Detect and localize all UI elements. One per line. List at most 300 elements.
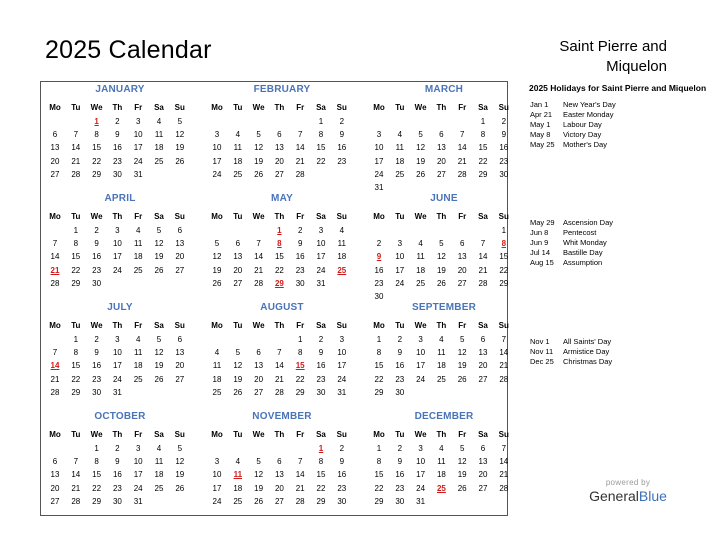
weekday-header: Tu: [233, 321, 243, 330]
day-cell: 8: [318, 457, 324, 467]
holiday-day-cell: 14: [50, 361, 60, 371]
weekday-header: Fr: [134, 212, 143, 221]
day-cell: 3: [135, 444, 141, 453]
weekday-header: We: [414, 103, 427, 112]
day-cell: 31: [133, 496, 143, 506]
day-cell: 7: [277, 348, 282, 358]
day-cell: 31: [133, 169, 143, 179]
weekday-header: Th: [436, 212, 447, 221]
day-cell: 14: [457, 143, 467, 153]
weekday-header: We: [414, 430, 427, 439]
day-cell: 19: [175, 470, 185, 480]
day-cell: 5: [177, 444, 183, 453]
day-cell: 6: [52, 130, 58, 140]
day-cell: 5: [459, 335, 465, 344]
day-cell: 14: [254, 252, 264, 262]
day-cell: 11: [134, 239, 143, 249]
day-cell: 4: [235, 130, 241, 140]
weekday-header: Th: [436, 103, 447, 112]
page-title: 2025 Calendar: [45, 36, 212, 64]
day-cell: 2: [115, 117, 120, 126]
holiday-date: Jun 8: [530, 228, 549, 237]
holiday-name: Whit Monday: [563, 238, 607, 247]
weekday-header: Fr: [296, 103, 305, 112]
weekday-header: We: [90, 430, 103, 439]
day-cell: 25: [395, 169, 405, 179]
day-cell: 7: [52, 239, 58, 249]
day-cell: 21: [71, 156, 81, 166]
day-cell: 5: [214, 239, 220, 249]
day-cell: 19: [436, 265, 446, 275]
day-cell: 31: [374, 183, 384, 192]
brand-logo[interactable]: [583, 478, 673, 504]
holiday-entry: [530, 347, 609, 357]
holiday-name: Victory Day: [563, 130, 602, 139]
day-cell: 28: [71, 169, 81, 179]
day-cell: 15: [71, 252, 81, 262]
day-cell: 31: [316, 278, 326, 288]
day-cell: 27: [274, 169, 284, 179]
day-cell: 4: [397, 130, 403, 140]
month-name: MAY: [271, 193, 293, 204]
weekday-header: Sa: [316, 321, 326, 330]
holiday-name: Pentecost: [563, 228, 597, 237]
day-cell: 2: [339, 444, 345, 453]
day-cell: 5: [177, 117, 183, 126]
day-cell: 18: [436, 470, 446, 480]
holiday-entry: [530, 228, 596, 238]
day-cell: 12: [254, 143, 264, 153]
day-cell: 17: [112, 252, 122, 262]
day-cell: 5: [156, 226, 162, 235]
day-cell: 26: [233, 387, 243, 397]
day-cell: 18: [154, 470, 164, 480]
day-cell: 2: [318, 335, 324, 344]
weekday-header: Tu: [233, 430, 243, 439]
holiday-entry: [530, 218, 613, 228]
weekday-header: Fr: [296, 212, 305, 221]
holiday-date: Aug 15: [530, 258, 554, 267]
day-cell: 26: [416, 169, 426, 179]
day-cell: 2: [376, 239, 382, 249]
day-cell: 10: [374, 143, 384, 153]
day-cell: 11: [337, 239, 346, 249]
weekday-header: Su: [498, 212, 509, 221]
day-cell: 4: [135, 226, 141, 235]
month-name: SEPTEMBER: [411, 302, 477, 313]
weekday-header: Sa: [154, 430, 164, 439]
holiday-entry: [530, 258, 602, 268]
day-cell: 3: [214, 130, 220, 140]
weekday-header: We: [252, 212, 265, 221]
day-cell: 28: [274, 387, 284, 397]
weekday-header: Sa: [154, 321, 164, 330]
day-cell: 22: [478, 156, 488, 166]
day-cell: 13: [50, 470, 60, 480]
weekday-header: Fr: [458, 321, 467, 330]
day-cell: 30: [374, 292, 384, 301]
day-cell: 31: [416, 496, 426, 506]
holiday-day-cell: 8: [501, 239, 507, 249]
weekday-header: Su: [498, 103, 509, 112]
day-cell: 1: [73, 335, 79, 344]
day-cell: 3: [115, 226, 120, 235]
weekday-header: We: [252, 103, 265, 112]
day-cell: 6: [277, 130, 282, 140]
holiday-name: Mother's Day: [563, 140, 607, 149]
month-name: JANUARY: [95, 84, 145, 95]
weekday-header: Mo: [373, 321, 385, 330]
day-cell: 7: [73, 457, 79, 467]
day-cell: 26: [436, 278, 446, 288]
day-cell: 23: [316, 374, 326, 384]
day-cell: 24: [374, 169, 384, 179]
day-cell: 18: [233, 156, 243, 166]
day-cell: 18: [133, 252, 143, 262]
holiday-day-cell: 29: [274, 278, 284, 288]
holiday-date: May 8: [530, 130, 551, 139]
day-cell: 6: [277, 457, 282, 467]
day-cell: 26: [457, 483, 467, 493]
month-name: APRIL: [104, 193, 136, 204]
day-cell: 15: [316, 470, 326, 480]
weekday-header: We: [252, 430, 265, 439]
day-cell: 26: [175, 483, 185, 493]
day-cell: 23: [499, 156, 509, 166]
weekday-header: Mo: [49, 212, 61, 221]
weekday-header: Sa: [316, 103, 326, 112]
day-cell: 11: [416, 252, 425, 262]
holiday-entry: [530, 120, 602, 130]
day-cell: 8: [318, 130, 324, 140]
weekday-header: Mo: [211, 103, 223, 112]
weekday-header: Tu: [71, 212, 81, 221]
day-cell: 5: [235, 348, 241, 358]
day-cell: 24: [395, 278, 405, 288]
day-cell: 28: [478, 278, 488, 288]
logo-blue: Blue: [638, 488, 667, 504]
day-cell: 2: [115, 444, 120, 453]
day-cell: 14: [478, 252, 488, 262]
day-cell: 20: [50, 483, 60, 493]
weekday-header: Sa: [478, 321, 488, 330]
day-cell: 14: [295, 470, 305, 480]
holiday-day-cell: 8: [277, 239, 282, 249]
holiday-date: Jul 14: [530, 248, 551, 257]
day-cell: 30: [395, 387, 405, 397]
day-cell: 1: [318, 117, 324, 126]
weekday-header: Fr: [458, 103, 467, 112]
day-cell: 7: [52, 348, 58, 358]
day-cell: 10: [112, 348, 122, 358]
day-cell: 29: [374, 387, 384, 397]
weekday-header: Su: [174, 212, 185, 221]
day-cell: 28: [295, 169, 305, 179]
day-cell: 23: [337, 483, 347, 493]
day-cell: 27: [457, 278, 467, 288]
day-cell: 20: [478, 361, 488, 371]
holiday-day-cell: 9: [376, 252, 382, 262]
day-cell: 26: [254, 169, 264, 179]
day-cell: 29: [71, 278, 81, 288]
day-cell: 17: [133, 470, 143, 480]
day-cell: 12: [212, 252, 222, 262]
day-cell: 28: [71, 496, 81, 506]
holiday-day-cell: 15: [295, 361, 305, 371]
day-cell: 6: [459, 239, 465, 249]
weekday-header: Sa: [316, 212, 326, 221]
day-cell: 29: [71, 387, 81, 397]
weekday-header: Th: [436, 430, 447, 439]
day-cell: 19: [154, 361, 164, 371]
day-cell: 26: [212, 278, 222, 288]
day-cell: 4: [418, 239, 423, 249]
holiday-entry: [530, 100, 616, 110]
day-cell: 8: [94, 130, 99, 140]
holiday-day-cell: 11: [233, 470, 243, 480]
weekday-header: Tu: [395, 321, 405, 330]
day-cell: 6: [480, 444, 486, 453]
day-cell: 7: [297, 130, 303, 140]
day-cell: 7: [501, 444, 507, 453]
day-cell: 16: [112, 470, 122, 480]
weekday-header: Fr: [296, 430, 305, 439]
day-cell: 2: [501, 117, 507, 126]
day-cell: 18: [436, 361, 446, 371]
day-cell: 13: [478, 457, 488, 467]
holiday-day-cell: 1: [94, 117, 99, 126]
day-cell: 1: [73, 226, 79, 235]
day-cell: 23: [374, 278, 384, 288]
day-cell: 23: [92, 265, 102, 275]
day-cell: 16: [499, 143, 509, 153]
day-cell: 9: [94, 348, 99, 358]
weekday-header: Tu: [71, 430, 81, 439]
day-cell: 27: [274, 496, 284, 506]
day-cell: 9: [94, 239, 99, 249]
day-cell: 9: [115, 457, 120, 467]
day-cell: 2: [339, 117, 345, 126]
day-cell: 28: [295, 496, 305, 506]
day-cell: 16: [395, 470, 405, 480]
day-cell: 18: [233, 483, 243, 493]
weekday-header: Sa: [478, 212, 488, 221]
day-cell: 17: [395, 265, 405, 275]
day-cell: 5: [156, 335, 162, 344]
day-cell: 27: [50, 496, 60, 506]
day-cell: 1: [94, 444, 99, 453]
day-cell: 13: [274, 470, 284, 480]
weekday-header: We: [90, 321, 103, 330]
day-cell: 18: [337, 252, 347, 262]
weekday-header: Sa: [478, 430, 488, 439]
day-cell: 30: [395, 496, 405, 506]
day-cell: 11: [154, 130, 164, 140]
holidays-title: 2025 Holidays for Saint Pierre and Miquelon: [529, 83, 707, 93]
day-cell: 20: [457, 265, 467, 275]
day-cell: 17: [112, 361, 122, 371]
day-cell: 1: [376, 335, 382, 344]
holiday-date: May 29: [530, 218, 555, 227]
weekday-header: Tu: [395, 103, 405, 112]
day-cell: 3: [115, 335, 120, 344]
day-cell: 26: [457, 374, 467, 384]
logo-general: General: [589, 488, 639, 504]
holiday-name: Ascension Day: [563, 218, 614, 227]
day-cell: 5: [459, 444, 465, 453]
day-cell: 19: [233, 374, 243, 384]
day-cell: 16: [374, 265, 384, 275]
day-cell: 1: [376, 444, 382, 453]
day-cell: 28: [457, 169, 467, 179]
day-cell: 7: [297, 457, 303, 467]
day-cell: 16: [112, 143, 122, 153]
holiday-day-cell: 25: [436, 483, 446, 493]
day-cell: 29: [92, 496, 102, 506]
day-cell: 18: [416, 265, 426, 275]
day-cell: 7: [459, 130, 465, 140]
day-cell: 22: [71, 374, 81, 384]
day-cell: 8: [73, 348, 79, 358]
day-cell: 10: [133, 457, 143, 467]
day-cell: 9: [397, 348, 403, 358]
day-cell: 9: [339, 457, 345, 467]
day-cell: 18: [154, 143, 164, 153]
month-name: JULY: [107, 302, 133, 313]
weekday-header: We: [414, 212, 427, 221]
day-cell: 10: [112, 239, 122, 249]
calendar-grid: [40, 81, 508, 516]
day-cell: 5: [439, 239, 444, 249]
day-cell: 6: [177, 226, 183, 235]
day-cell: 3: [376, 130, 382, 140]
day-cell: 16: [92, 361, 102, 371]
day-cell: 27: [233, 278, 243, 288]
day-cell: 12: [233, 361, 243, 371]
weekday-header: Tu: [395, 212, 405, 221]
weekday-header: Mo: [373, 212, 385, 221]
day-cell: 19: [254, 156, 264, 166]
day-cell: 17: [416, 470, 426, 480]
holiday-entry: [530, 110, 613, 120]
month-name: NOVEMBER: [252, 411, 312, 422]
day-cell: 17: [133, 143, 143, 153]
month-name: AUGUST: [260, 302, 304, 313]
day-cell: 15: [274, 252, 284, 262]
weekday-header: Th: [112, 212, 123, 221]
day-cell: 22: [316, 483, 326, 493]
weekday-header: Mo: [211, 430, 223, 439]
day-cell: 24: [416, 374, 426, 384]
holiday-date: May 25: [530, 140, 555, 149]
weekday-header: Fr: [134, 103, 143, 112]
day-cell: 20: [50, 156, 60, 166]
generalblue-logo: [583, 488, 673, 504]
day-cell: 25: [212, 387, 222, 397]
day-cell: 24: [133, 156, 143, 166]
day-cell: 26: [254, 496, 264, 506]
day-cell: 6: [439, 130, 444, 140]
day-cell: 22: [274, 265, 284, 275]
day-cell: 15: [92, 143, 102, 153]
day-cell: 14: [274, 361, 284, 371]
day-cell: 28: [499, 374, 509, 384]
day-cell: 20: [274, 156, 284, 166]
day-cell: 26: [175, 156, 185, 166]
day-cell: 27: [175, 374, 185, 384]
day-cell: 16: [337, 470, 347, 480]
month-name: FEBRUARY: [253, 84, 311, 95]
day-cell: 13: [478, 348, 488, 358]
day-cell: 1: [297, 335, 303, 344]
day-cell: 22: [499, 265, 509, 275]
weekday-header: Fr: [296, 321, 305, 330]
weekday-header: Sa: [478, 103, 488, 112]
day-cell: 5: [256, 130, 261, 140]
day-cell: 31: [112, 387, 122, 397]
day-cell: 24: [316, 265, 326, 275]
day-cell: 30: [499, 169, 509, 179]
day-cell: 31: [337, 387, 347, 397]
weekday-header: Fr: [134, 321, 143, 330]
weekday-header: Th: [112, 321, 123, 330]
day-cell: 25: [233, 169, 243, 179]
day-cell: 23: [112, 156, 122, 166]
month-name: OCTOBER: [94, 411, 146, 422]
day-cell: 24: [133, 483, 143, 493]
day-cell: 1: [480, 117, 486, 126]
day-cell: 23: [92, 374, 102, 384]
day-cell: 30: [337, 496, 347, 506]
day-cell: 20: [175, 361, 185, 371]
day-cell: 25: [233, 496, 243, 506]
weekday-header: Th: [112, 430, 123, 439]
day-cell: 26: [154, 374, 164, 384]
day-cell: 18: [395, 156, 405, 166]
day-cell: 13: [457, 252, 467, 262]
day-cell: 23: [337, 156, 347, 166]
weekday-header: We: [252, 321, 265, 330]
weekday-header: Su: [336, 430, 347, 439]
weekday-header: Su: [174, 103, 185, 112]
day-cell: 22: [316, 156, 326, 166]
day-cell: 27: [478, 483, 488, 493]
day-cell: 21: [254, 265, 264, 275]
day-cell: 8: [376, 457, 382, 467]
day-cell: 23: [295, 265, 305, 275]
holiday-entry: [530, 357, 612, 367]
day-cell: 17: [337, 361, 347, 371]
day-cell: 4: [214, 348, 220, 358]
day-cell: 12: [175, 457, 185, 467]
holiday-entry: [530, 140, 607, 150]
day-cell: 13: [254, 361, 264, 371]
day-cell: 11: [233, 143, 242, 153]
day-cell: 10: [316, 239, 326, 249]
weekday-header: Fr: [458, 430, 467, 439]
day-cell: 17: [212, 483, 222, 493]
weekday-header: Tu: [71, 321, 81, 330]
day-cell: 4: [339, 226, 345, 235]
holiday-date: Jun 9: [530, 238, 549, 247]
day-cell: 3: [418, 335, 423, 344]
holiday-date: Nov 11: [530, 347, 554, 356]
day-cell: 27: [254, 387, 264, 397]
day-cell: 20: [175, 252, 185, 262]
day-cell: 25: [154, 156, 164, 166]
day-cell: 21: [499, 361, 509, 371]
day-cell: 19: [154, 252, 164, 262]
